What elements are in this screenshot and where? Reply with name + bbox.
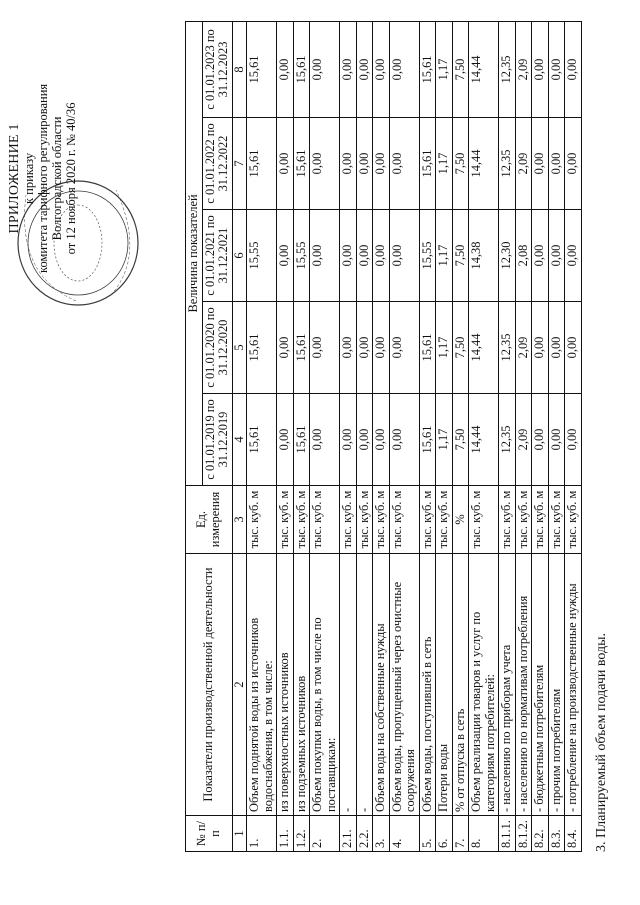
row-value: 0,00 bbox=[310, 210, 340, 302]
table-row bbox=[499, 21, 516, 851]
row-value: 15,61 bbox=[293, 118, 310, 210]
row-value: 0,00 bbox=[565, 394, 582, 486]
annex-header bbox=[8, 84, 78, 273]
row-indicator: - населению по нормативам потребления bbox=[515, 554, 532, 816]
row-value: 15,61 bbox=[293, 394, 310, 486]
row-value: 7,50 bbox=[452, 118, 469, 210]
row-value: 15,61 bbox=[293, 21, 310, 117]
row-indicator: Объем поднятой воды из источников водоснабжения, в том числе: bbox=[247, 554, 277, 816]
row-value: 14,44 bbox=[469, 21, 499, 117]
row-value: 0,00 bbox=[277, 21, 294, 117]
water-supply-table bbox=[185, 21, 582, 852]
row-unit: тыс. куб. м bbox=[499, 486, 516, 554]
row-number: 1.2. bbox=[293, 816, 310, 852]
annex-line-4: от 12 ноября 2020 г. № 40/36 bbox=[64, 102, 78, 255]
row-value: 0,00 bbox=[532, 394, 549, 486]
row-value: 1,17 bbox=[436, 21, 453, 117]
row-unit: % bbox=[452, 486, 469, 554]
row-value: 2,09 bbox=[515, 118, 532, 210]
column-index: 4 bbox=[232, 394, 247, 486]
row-value: 0,00 bbox=[277, 394, 294, 486]
row-indicator: - bbox=[356, 554, 373, 816]
row-unit: тыс. куб. м bbox=[419, 486, 436, 554]
row-value: 0,00 bbox=[548, 302, 565, 394]
row-value: 12,35 bbox=[499, 302, 516, 394]
row-number: 2.1. bbox=[340, 816, 357, 852]
row-number: 4. bbox=[389, 816, 419, 852]
row-value: 0,00 bbox=[277, 302, 294, 394]
column-index-row bbox=[232, 21, 247, 851]
row-indicator: - прочим потребителям bbox=[548, 554, 565, 816]
row-value: 0,00 bbox=[532, 210, 549, 302]
table-row bbox=[277, 21, 294, 851]
row-value: 2,09 bbox=[515, 394, 532, 486]
row-value: 14,44 bbox=[469, 118, 499, 210]
row-number: 2. bbox=[310, 816, 340, 852]
row-value: 0,00 bbox=[356, 210, 373, 302]
row-value: 1,17 bbox=[436, 210, 453, 302]
table-row bbox=[515, 21, 532, 851]
row-unit: тыс. куб. м bbox=[548, 486, 565, 554]
row-value: 0,00 bbox=[340, 21, 357, 117]
row-indicator: - бюджетным потребителям bbox=[532, 554, 549, 816]
row-value: 1,17 bbox=[436, 302, 453, 394]
header-period: с 01.01.2022 по 31.12.2022 bbox=[202, 118, 232, 210]
row-unit: тыс. куб. м bbox=[532, 486, 549, 554]
row-value: 0,00 bbox=[565, 118, 582, 210]
row-value: 0,00 bbox=[565, 21, 582, 117]
row-value: 12,35 bbox=[499, 21, 516, 117]
row-value: 0,00 bbox=[373, 21, 390, 117]
row-value: 0,00 bbox=[548, 394, 565, 486]
row-value: 2,09 bbox=[515, 302, 532, 394]
row-number: 6. bbox=[436, 816, 453, 852]
row-value: 14,38 bbox=[469, 210, 499, 302]
row-value: 0,00 bbox=[340, 302, 357, 394]
row-unit: тыс. куб. м bbox=[356, 486, 373, 554]
table-row bbox=[436, 21, 453, 851]
row-unit: тыс. куб. м bbox=[373, 486, 390, 554]
table-row bbox=[389, 21, 419, 851]
table-row bbox=[469, 21, 499, 851]
row-value: 0,00 bbox=[548, 21, 565, 117]
row-indicator: из поверхностных источников bbox=[277, 554, 294, 816]
row-unit: тыс. куб. м bbox=[436, 486, 453, 554]
column-index: 8 bbox=[232, 21, 247, 117]
row-value: 0,00 bbox=[277, 118, 294, 210]
row-value: 14,44 bbox=[469, 394, 499, 486]
row-value: 15,55 bbox=[419, 210, 436, 302]
table-row bbox=[565, 21, 582, 851]
row-value: 7,50 bbox=[452, 302, 469, 394]
row-value: 0,00 bbox=[356, 394, 373, 486]
table-row bbox=[452, 21, 469, 851]
row-value: 0,00 bbox=[356, 118, 373, 210]
row-value: 1,17 bbox=[436, 394, 453, 486]
row-unit: тыс. куб. м bbox=[469, 486, 499, 554]
header-unit: Ед. измерения bbox=[186, 486, 233, 554]
header-period: с 01.01.2020 по 31.12.2020 bbox=[202, 302, 232, 394]
row-number: 8.4. bbox=[565, 816, 582, 852]
column-index: 2 bbox=[232, 554, 247, 816]
row-indicator: Объем воды, пропущенный через очистные сооружения bbox=[389, 554, 419, 816]
table-row bbox=[419, 21, 436, 851]
table-row bbox=[293, 21, 310, 851]
row-value: 0,00 bbox=[532, 21, 549, 117]
column-index: 1 bbox=[232, 816, 247, 852]
row-value: 15,61 bbox=[419, 118, 436, 210]
row-value: 0,00 bbox=[277, 210, 294, 302]
row-unit: тыс. куб. м bbox=[565, 486, 582, 554]
row-value: 0,00 bbox=[310, 21, 340, 117]
row-number: 8.1.2. bbox=[515, 816, 532, 852]
column-index: 3 bbox=[232, 486, 247, 554]
row-unit: тыс. куб. м bbox=[340, 486, 357, 554]
row-indicator: Потери воды bbox=[436, 554, 453, 816]
row-unit: тыс. куб. м bbox=[247, 486, 277, 554]
row-value: 0,00 bbox=[373, 118, 390, 210]
row-value: 15,61 bbox=[247, 21, 277, 117]
column-index: 6 bbox=[232, 210, 247, 302]
row-value: 0,00 bbox=[532, 302, 549, 394]
row-value: 0,00 bbox=[310, 118, 340, 210]
table-row bbox=[548, 21, 565, 851]
row-number: 7. bbox=[452, 816, 469, 852]
row-value: 0,00 bbox=[356, 302, 373, 394]
row-value: 0,00 bbox=[340, 394, 357, 486]
table-row bbox=[356, 21, 373, 851]
row-indicator: Объем воды на собственные нужды bbox=[373, 554, 390, 816]
row-unit: тыс. куб. м bbox=[389, 486, 419, 554]
row-value: 0,00 bbox=[532, 118, 549, 210]
header-period: с 01.01.2023 по 31.12.2023 bbox=[202, 21, 232, 117]
header-values-group: Величина показателей bbox=[186, 21, 203, 485]
row-value: 7,50 bbox=[452, 21, 469, 117]
row-number: 5. bbox=[419, 816, 436, 852]
row-value: 0,00 bbox=[310, 302, 340, 394]
row-value: 0,00 bbox=[565, 302, 582, 394]
row-value: 0,00 bbox=[565, 210, 582, 302]
row-value: 0,00 bbox=[373, 302, 390, 394]
row-value: 0,00 bbox=[340, 118, 357, 210]
row-value: 2,09 bbox=[515, 21, 532, 117]
row-number: 8.3. bbox=[548, 816, 565, 852]
row-value: 0,00 bbox=[389, 302, 419, 394]
annex-line-1: к приказу bbox=[22, 152, 36, 205]
row-value: 12,35 bbox=[499, 394, 516, 486]
row-value: 15,61 bbox=[419, 394, 436, 486]
row-indicator: Объем реализации товаров и услуг по категориям потребителей: bbox=[469, 554, 499, 816]
row-value: 0,00 bbox=[356, 21, 373, 117]
row-number: 1. bbox=[247, 816, 277, 852]
row-value: 0,00 bbox=[389, 118, 419, 210]
table-row bbox=[532, 21, 549, 851]
row-value: 15,61 bbox=[419, 302, 436, 394]
row-value: 0,00 bbox=[373, 394, 390, 486]
row-value: 7,50 bbox=[452, 210, 469, 302]
row-value: 15,61 bbox=[419, 21, 436, 117]
row-indicator: - bbox=[340, 554, 357, 816]
row-value: 15,55 bbox=[247, 210, 277, 302]
row-indicator: Объем покупки воды, в том числе по поставщикам: bbox=[310, 554, 340, 816]
row-number: 2.2. bbox=[356, 816, 373, 852]
table-row bbox=[340, 21, 357, 851]
row-value: 15,61 bbox=[293, 302, 310, 394]
row-value: 0,00 bbox=[389, 210, 419, 302]
row-value: 0,00 bbox=[548, 210, 565, 302]
header-indicator: Показатели производственной деятельности bbox=[186, 554, 233, 816]
annex-title: ПРИЛОЖЕНИЕ 1 bbox=[7, 123, 22, 234]
row-value: 14,44 bbox=[469, 302, 499, 394]
row-number: 8. bbox=[469, 816, 499, 852]
row-indicator: Объем воды, поступившей в сеть bbox=[419, 554, 436, 816]
row-value: 0,00 bbox=[389, 21, 419, 117]
row-value: 15,55 bbox=[293, 210, 310, 302]
row-unit: тыс. куб. м bbox=[277, 486, 294, 554]
header-period: с 01.01.2021 по 31.12.2021 bbox=[202, 210, 232, 302]
table-row bbox=[310, 21, 340, 851]
row-value: 7,50 bbox=[452, 394, 469, 486]
row-value: 0,00 bbox=[548, 118, 565, 210]
row-indicator: - потребление на производственные нужды bbox=[565, 554, 582, 816]
row-unit: тыс. куб. м bbox=[293, 486, 310, 554]
section-title: 3. Планируемый объем подачи воды. bbox=[594, 632, 609, 852]
row-unit: тыс. куб. м bbox=[310, 486, 340, 554]
header-period: с 01.01.2019 по 31.12.2019 bbox=[202, 394, 232, 486]
row-value: 15,61 bbox=[247, 394, 277, 486]
row-unit: тыс. куб. м bbox=[515, 486, 532, 554]
row-value: 1,17 bbox=[436, 118, 453, 210]
row-indicator: % от отпуска в сеть bbox=[452, 554, 469, 816]
row-value: 15,61 bbox=[247, 118, 277, 210]
row-number: 8.2. bbox=[532, 816, 549, 852]
row-number: 1.1. bbox=[277, 816, 294, 852]
column-index: 5 bbox=[232, 302, 247, 394]
header-num: № п/п bbox=[186, 816, 233, 852]
row-value: 15,61 bbox=[247, 302, 277, 394]
column-index: 7 bbox=[232, 118, 247, 210]
table-row bbox=[373, 21, 390, 851]
row-value: 0,00 bbox=[389, 394, 419, 486]
row-value: 12,30 bbox=[499, 210, 516, 302]
row-value: 2,08 bbox=[515, 210, 532, 302]
row-number: 3. bbox=[373, 816, 390, 852]
row-number: 8.1.1. bbox=[499, 816, 516, 852]
row-indicator: - населению по приборам учета bbox=[499, 554, 516, 816]
row-indicator: из подземных источников bbox=[293, 554, 310, 816]
annex-line-2: комитета тарифного регулирования bbox=[36, 83, 50, 273]
table-row bbox=[247, 21, 277, 851]
row-value: 12,35 bbox=[499, 118, 516, 210]
row-value: 0,00 bbox=[340, 210, 357, 302]
row-value: 0,00 bbox=[373, 210, 390, 302]
row-value: 0,00 bbox=[310, 394, 340, 486]
annex-line-3: Волгоградской области bbox=[50, 116, 64, 241]
